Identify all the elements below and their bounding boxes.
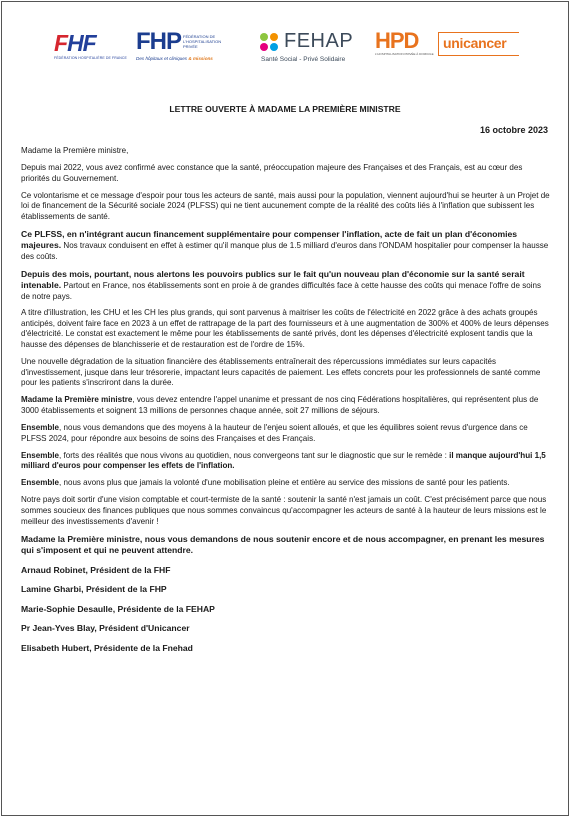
- fhf-logo-mark-b: HF: [67, 30, 96, 56]
- paragraph-12-bold: Madame la Première ministre, nous vous demandons de nous soutenir encore et de nous accompagner, en prenant les mesures qui s'imposent et qui ne peuvent attendre.: [21, 533, 545, 555]
- paragraph-8-text: , nous vous demandons que des moyens à la hauteur de l'enjeu soient alloués, et que les équilibres soient revus d'urgence dans ce PLFSS 2024, pour répondre aux besoins de soins des Françaises et des Français.: [21, 422, 528, 443]
- fhf-logo-mark-a: F: [54, 30, 68, 56]
- paragraph-7-bold: Madame la Première ministre: [21, 395, 133, 405]
- fhp-logo-mark: FHP: [136, 28, 181, 55]
- fhf-logo-subtitle: FÉDÉRATION HOSPITALIÈRE DE FRANCE: [54, 56, 127, 60]
- signatory: Pr Jean-Yves Blay, Président d'Unicancer: [21, 623, 190, 634]
- fhp-tagline-a: Des hôpitaux et cliniques: [136, 56, 188, 61]
- signatory: Elisabeth Hubert, Présidente de la Fnehad: [21, 643, 193, 654]
- paragraph-9-bold: Ensemble: [21, 450, 60, 460]
- fhp-logo-tagline: [136, 56, 223, 61]
- signatories: [21, 565, 551, 654]
- hpd-logo-mark: HPD: [375, 28, 419, 53]
- paragraph-6: Une nouvelle dégradation de la situation financière des établissements entraînerait des répercussions immédiates sur leurs capacités d'investissement, jusque dans leur trésorerie, impactant leurs capacités de paiement. Les effets concrets pour les professionnels de santé comme pour les patients s'inscriront dans la durée.: [21, 356, 541, 388]
- signatory: Marie-Sophie Desaulle, Présidente de la FEHAP: [21, 603, 215, 614]
- logo-bar: [2, 24, 568, 72]
- hpd-logo: [375, 28, 434, 56]
- paragraph-11: Notre pays doit sortir d'une vision comptable et court-termiste de la santé : soutenir la santé n'est jamais un coût. C'est précisément parce que nous sommes soucieux des finances publiques que nous sommes convaincus qu'accompagner les acteurs de santé à la hauteur de leurs missions est le meilleur des investissements d'avenir !: [21, 495, 547, 526]
- salutation: Madame la Première ministre,: [21, 146, 129, 155]
- paragraph-10: [21, 478, 551, 489]
- paragraph-8-bold: Ensemble: [21, 422, 60, 432]
- paragraph-3-bold: Ce PLFSS, en n'intégrant aucun financement supplémentaire pour compenser l'inflation, acte de fait un plan d'économies majeures.: [21, 229, 518, 251]
- fhp-logo-side-text: FÉDÉRATION DE L'HOSPITALISATION PRIVÉE: [183, 34, 222, 49]
- paragraph-7: [21, 395, 551, 416]
- signatory: Lamine Gharbi, Président de la FHP: [21, 584, 167, 595]
- fehap-dots-icon: [260, 33, 280, 53]
- paragraph-9: [21, 451, 551, 472]
- paragraph-2: Ce volontarisme et ce message d'espoir pour tous les acteurs de santé, mais aussi pour la population, viennent aujourd'hui se heurter à un Projet de loi de financement de la Sécurité sociale 2024 (PLFSS) qui ne tient aucunement compte de la réalité des coûts liés à l'inflation que subissent les établissements de santé.: [21, 190, 550, 221]
- fhp-logo: [136, 28, 223, 61]
- unicancer-logo-word: unicancer: [443, 35, 507, 51]
- paragraph-4: [21, 269, 551, 302]
- paragraph-4-bold: Depuis des mois, pourtant, nous alertons les pouvoirs publics sur le fait qu'un nouveau plan d'économie sur la santé serait intenable.: [21, 268, 525, 290]
- paragraph-10-bold: Ensemble: [21, 478, 60, 488]
- paragraph-10-text: , nous avons plus que jamais la volonté d'une mobilisation pleine et entière au service des missions de santé pour les patients.: [59, 478, 510, 488]
- paragraph-9-text: , forts des réalités que nous vivons au quotidien, nous convergeons tant sur le diagnostic que sur le remède :: [59, 450, 447, 460]
- paragraph-8: [21, 423, 551, 444]
- paragraph-4-text: Partout en France, nos établissements sont en proie à de grandes difficultés face à cette hausse des coûts qui menace l'offre de soins de notre pays.: [21, 280, 541, 301]
- paragraph-7-text: , vous devez entendre l'appel unanime et pressant de nos cinq Fédérations hospitalières, qui représentent plus de 3000 établissements et soignent 13 millions de personnes chaque année, soit 27 millions de séjours.: [21, 395, 539, 415]
- letter-body: [21, 146, 551, 663]
- letter-title: LETTRE OUVERTE À MADAME LA PREMIÈRE MINISTRE: [169, 104, 401, 114]
- fhp-tagline-b: & missions: [188, 56, 213, 61]
- fhf-logo: [54, 30, 127, 60]
- paragraph-3-text: Nos travaux conduisent en effet à estimer qu'il manque plus de 1.5 milliard d'euros dans l'ONDAM hospitalier pour compenser la hausse des coûts.: [21, 241, 549, 262]
- letter-page: [1, 1, 569, 816]
- signatory: Arnaud Robinet, Président de la FHF: [21, 564, 171, 575]
- fehap-logo-subtitle: Santé Social - Privé Solidaire: [261, 56, 346, 63]
- hpd-logo-subtitle: L'HOSPITALISATION PRIVÉE À DOMICILE: [375, 52, 434, 56]
- unicancer-logo: [438, 32, 519, 56]
- paragraph-9-bold-end: il manque aujourd'hui 1,5 milliard d'euros pour compenser les effets de l'inflation.: [21, 450, 546, 471]
- letter-date: 16 octobre 2023: [479, 125, 548, 135]
- paragraph-12: [21, 534, 551, 556]
- paragraph-1: Depuis mai 2022, vous avez confirmé avec constance que la santé, préoccupation majeure des Françaises et des Français, est au cœur des priorités du Gouvernement.: [21, 163, 523, 183]
- fehap-logo-word: FEHAP: [284, 30, 354, 52]
- paragraph-5: A titre d'illustration, les CHU et les CH les plus grands, qui sont parvenus à maitriser les coûts de l'électricité en 2022 grâce à des achats groupés anticipés, doivent faire face en 2023 à un effet de rattrapage de la part des fournisseurs et à une augmentation de 300% et 400% de leurs dépenses d'électricité. Le constat est exactement le même pour les établissements de santé privés, dont les dépenses d'électricité explosent tandis que la hausse des dépenses de blanchisserie et de restauration est de l'ordre de 15%.: [21, 308, 549, 349]
- paragraph-3: [21, 229, 551, 262]
